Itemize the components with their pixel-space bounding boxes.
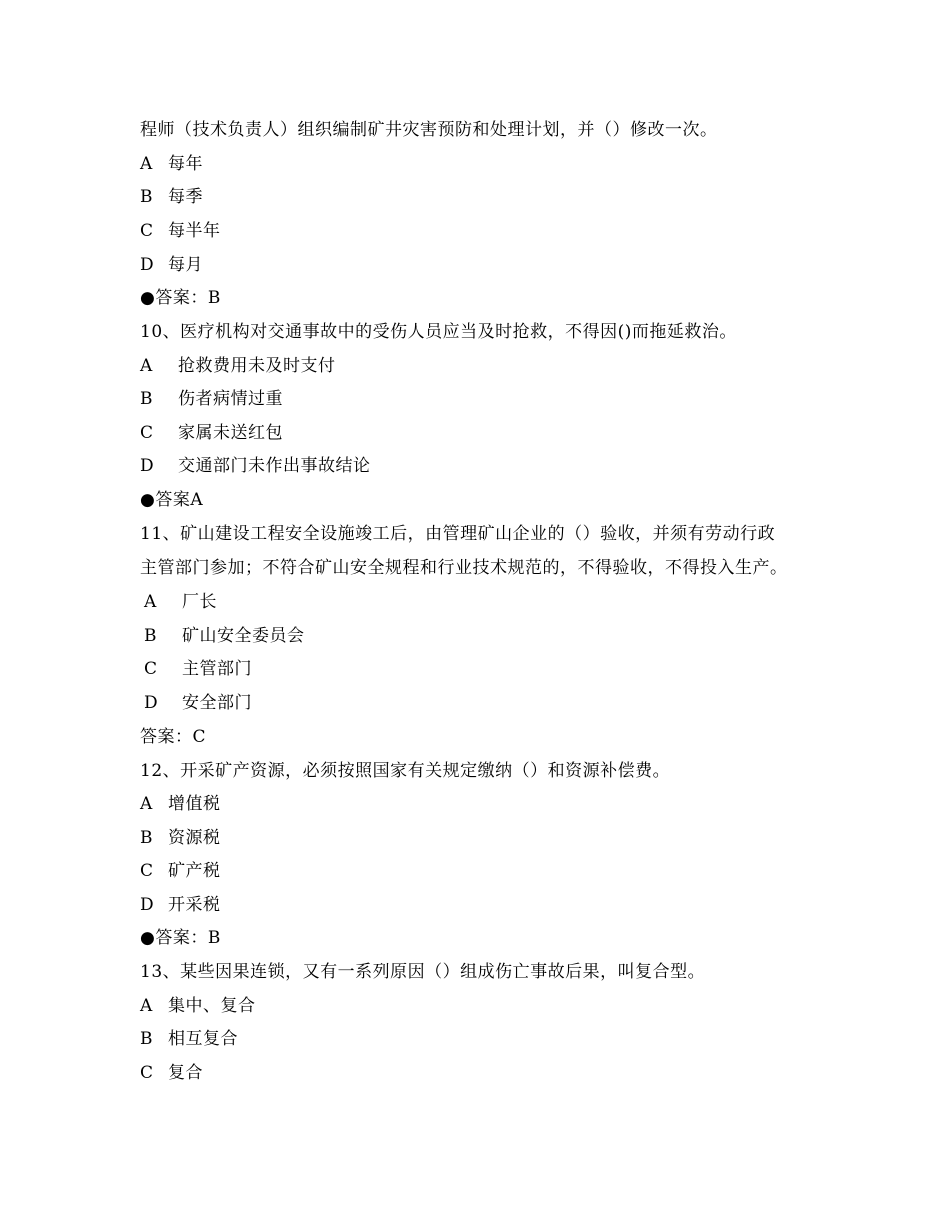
option-d xyxy=(140,894,221,916)
answer-line: ●答案：B xyxy=(140,928,221,948)
option-letter: C xyxy=(140,1063,154,1083)
option-b xyxy=(140,388,283,410)
option-c xyxy=(140,1062,203,1084)
option-b xyxy=(140,1028,238,1050)
option-letter: C xyxy=(140,861,154,881)
option-b xyxy=(140,827,221,849)
option-a xyxy=(140,355,336,377)
question-11-continuation: 主管部门参加；不符合矿山安全规程和行业技术规范的，不得验收，不得投入生产。 xyxy=(140,558,788,578)
option-letter: B xyxy=(140,828,153,848)
option-text: 集中、复合 xyxy=(168,996,256,1016)
option-letter: A xyxy=(140,154,153,174)
option-text: 抢救费用未及时支付 xyxy=(178,356,336,376)
option-d xyxy=(140,455,371,477)
option-text: 每季 xyxy=(168,187,203,207)
option-text: 伤者病情过重 xyxy=(178,389,283,409)
option-b xyxy=(144,625,305,647)
option-letter: B xyxy=(140,1029,153,1049)
option-d xyxy=(144,692,252,714)
option-letter: C xyxy=(144,659,158,679)
option-letter: D xyxy=(140,255,155,275)
option-c xyxy=(140,422,283,444)
option-c xyxy=(140,860,221,882)
option-letter: C xyxy=(140,423,154,443)
option-text: 开采税 xyxy=(168,895,221,915)
option-b xyxy=(140,186,203,208)
option-text: 主管部门 xyxy=(182,659,252,679)
option-text: 相互复合 xyxy=(168,1029,238,1049)
answer-line: ●答案A xyxy=(140,490,204,510)
option-text: 安全部门 xyxy=(182,693,252,713)
option-text: 每月 xyxy=(168,255,203,275)
option-text: 复合 xyxy=(168,1063,203,1083)
option-a xyxy=(140,793,221,815)
option-text: 交通部门未作出事故结论 xyxy=(178,456,371,476)
question-13: 13、某些因果连锁，又有一系列原因（）组成伤亡事故后果，叫复合型。 xyxy=(140,962,706,982)
option-text: 家属未送红包 xyxy=(178,423,283,443)
option-letter: A xyxy=(144,592,157,612)
option-letter: A xyxy=(140,356,153,376)
option-letter: C xyxy=(140,221,154,241)
option-text: 矿产税 xyxy=(168,861,221,881)
option-letter: D xyxy=(140,895,155,915)
question-12: 12、开采矿产资源，必须按照国家有关规定缴纳（）和资源补偿费。 xyxy=(140,761,671,781)
option-text: 每年 xyxy=(168,154,203,174)
option-letter: B xyxy=(140,389,153,409)
option-a xyxy=(140,995,256,1017)
option-letter: B xyxy=(144,626,157,646)
question-11: 11、矿山建设工程安全设施竣工后，由管理矿山企业的（）验收，并须有劳动行政 xyxy=(140,524,776,544)
answer-line: 答案：C xyxy=(140,727,207,747)
option-c xyxy=(144,658,252,680)
option-text: 矿山安全委员会 xyxy=(182,626,305,646)
option-d xyxy=(140,254,203,276)
option-a xyxy=(144,591,217,613)
option-letter: A xyxy=(140,794,153,814)
option-a xyxy=(140,153,203,175)
answer-line: ●答案：B xyxy=(140,288,221,308)
option-letter: D xyxy=(140,456,155,476)
option-text: 厂长 xyxy=(182,592,217,612)
question-continuation: 程师（技术负责人）组织编制矿井灾害预防和处理计划，并（）修改一次。 xyxy=(140,120,718,140)
option-text: 每半年 xyxy=(168,221,221,241)
option-text: 资源税 xyxy=(168,828,221,848)
option-c xyxy=(140,220,221,242)
option-letter: D xyxy=(144,693,159,713)
option-letter: A xyxy=(140,996,153,1016)
option-letter: B xyxy=(140,187,153,207)
option-text: 增值税 xyxy=(168,794,221,814)
question-10: 10、医疗机构对交通事故中的受伤人员应当及时抢救，不得因()而拖延救治。 xyxy=(140,322,737,342)
